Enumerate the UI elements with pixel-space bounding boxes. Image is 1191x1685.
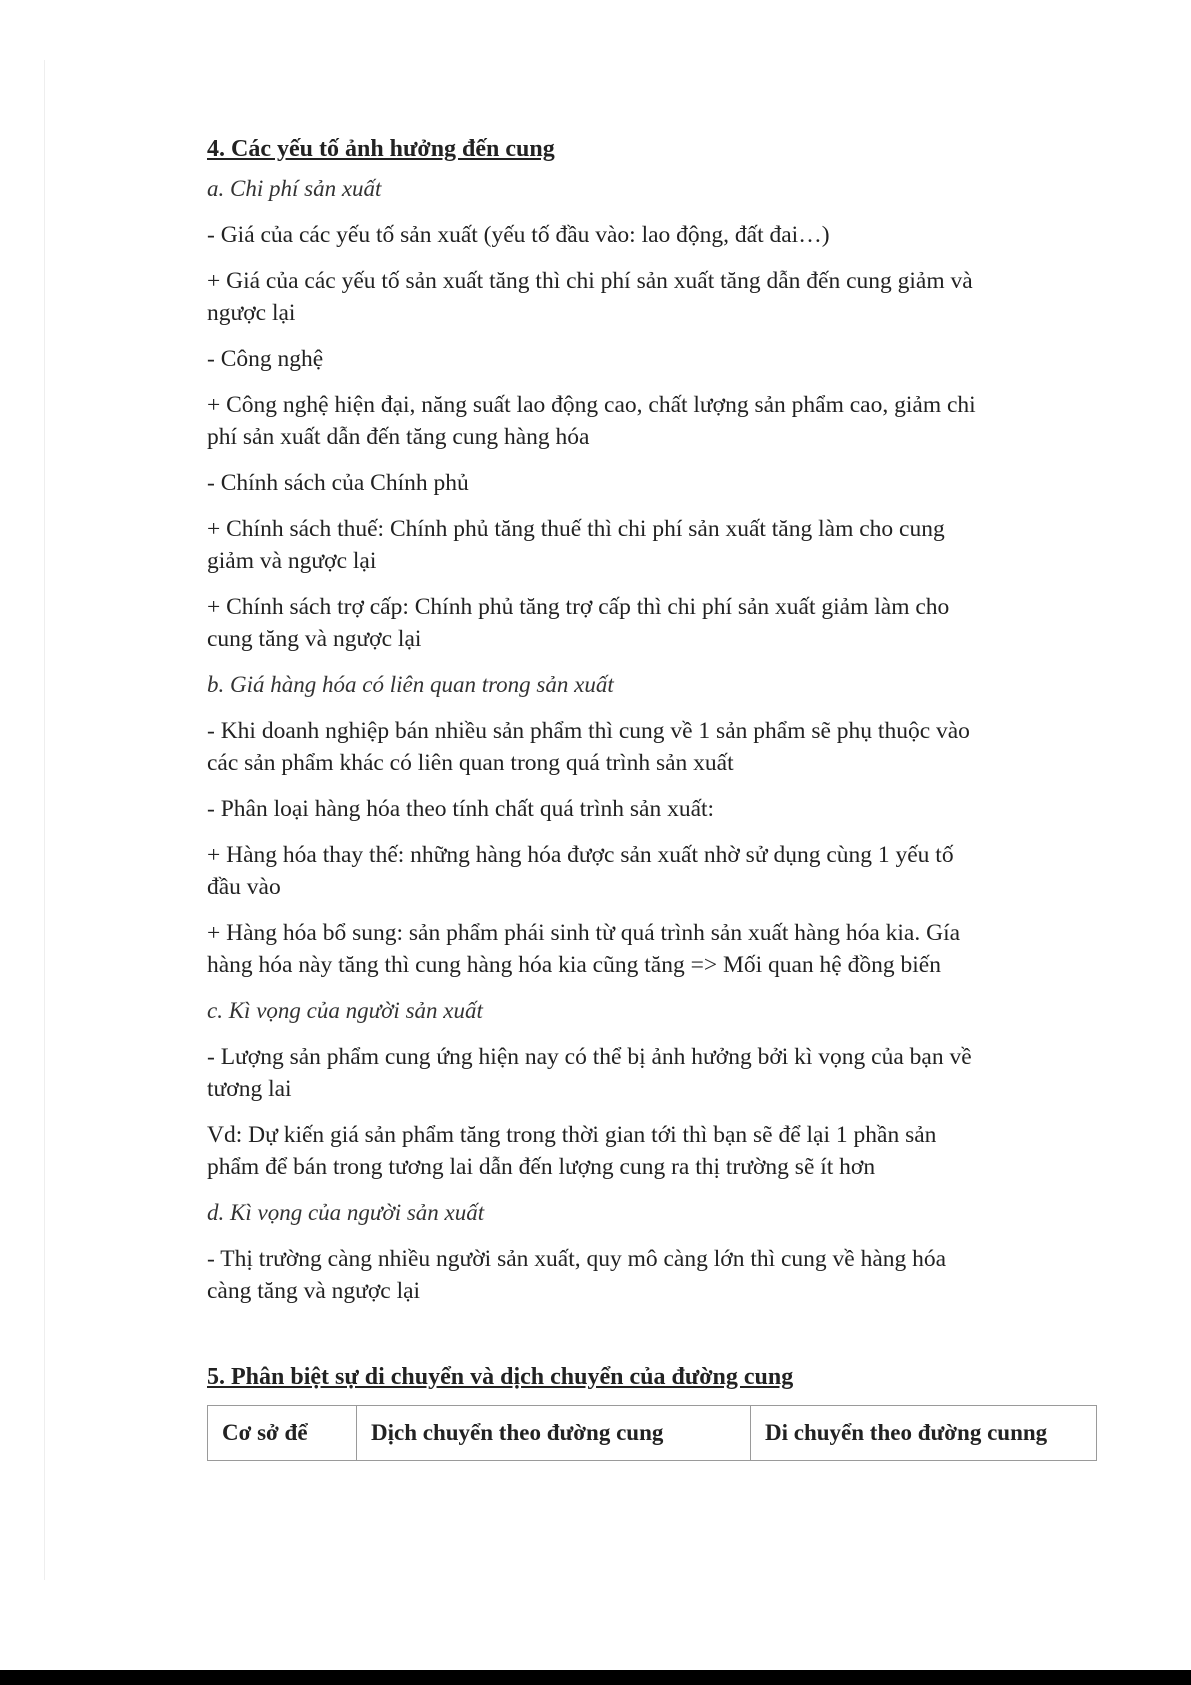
document-body (207, 133, 1097, 1461)
paragraph: - Công nghệ (207, 346, 324, 372)
subsection-b-title: b. Giá hàng hóa có liên quan trong sản xuất (207, 672, 614, 697)
paragraph: + Chính sách thuế: Chính phủ tăng thuế thì chi phí sản xuất tăng làm cho cung giảm và ngược lại (207, 516, 945, 574)
paragraph: - Thị trường càng nhiều người sản xuất, quy mô càng lớn thì cung về hàng hóa càng tăng và ngược lại (207, 1246, 947, 1304)
paragraph: Vd: Dự kiến giá sản phẩm tăng trong thời gian tới thì bạn sẽ để lại 1 phần sản phẩm để bán trong tương lai dẫn đến lượng cung ra thị trường sẽ ít hơn (207, 1122, 937, 1180)
bottom-bar (0, 1670, 1191, 1685)
comparison-table (207, 1405, 1097, 1461)
page-edge (44, 60, 51, 1580)
table-header-cell: Dịch chuyển theo đường cung (357, 1406, 751, 1461)
paragraph: + Chính sách trợ cấp: Chính phủ tăng trợ cấp thì chi phí sản xuất giảm làm cho cung tăng và ngược lại (207, 594, 950, 652)
subsection-a-title: a. Chi phí sản xuất (207, 176, 382, 201)
paragraph: + Hàng hóa bổ sung: sản phẩm phái sinh từ quá trình sản xuất hàng hóa kia. Gía hàng hóa này tăng thì cung hàng hóa kia cũng tăng => Mối quan hệ đồng biến (207, 920, 961, 978)
table-header-row (208, 1406, 1097, 1461)
paragraph: - Giá của các yếu tố sản xuất (yếu tố đầu vào: lao động, đất đai…) (207, 222, 830, 248)
subsection-d-title: d. Kì vọng của người sản xuất (207, 1200, 485, 1225)
paragraph: - Lượng sản phẩm cung ứng hiện nay có thể bị ảnh hưởng bởi kì vọng của bạn về tương lai (207, 1044, 972, 1102)
section-4-heading: 4. Các yếu tố ảnh hưởng đến cung (207, 136, 555, 162)
table-header-cell: Di chuyển theo đường cunng (751, 1406, 1097, 1461)
paragraph: - Phân loại hàng hóa theo tính chất quá trình sản xuất: (207, 796, 715, 822)
paragraph: + Hàng hóa thay thế: những hàng hóa được sản xuất nhờ sử dụng cùng 1 yếu tố đầu vào (207, 842, 954, 900)
table-header-cell: Cơ sở để (208, 1406, 357, 1461)
subsection-c-title: c. Kì vọng của người sản xuất (207, 998, 483, 1023)
section-5-heading: 5. Phân biệt sự di chuyển và dịch chuyển của đường cung (207, 1364, 794, 1390)
paragraph: - Khi doanh nghiệp bán nhiều sản phẩm thì cung về 1 sản phẩm sẽ phụ thuộc vào các sản phẩm khác có liên quan trong quá trình sản xuất (207, 718, 970, 776)
paragraph: + Giá của các yếu tố sản xuất tăng thì chi phí sản xuất tăng dẫn đến cung giảm và ngược lại (207, 268, 973, 326)
paragraph: + Công nghệ hiện đại, năng suất lao động cao, chất lượng sản phẩm cao, giảm chi phí sản xuất dẫn đến tăng cung hàng hóa (207, 392, 976, 450)
paragraph: - Chính sách của Chính phủ (207, 470, 469, 496)
